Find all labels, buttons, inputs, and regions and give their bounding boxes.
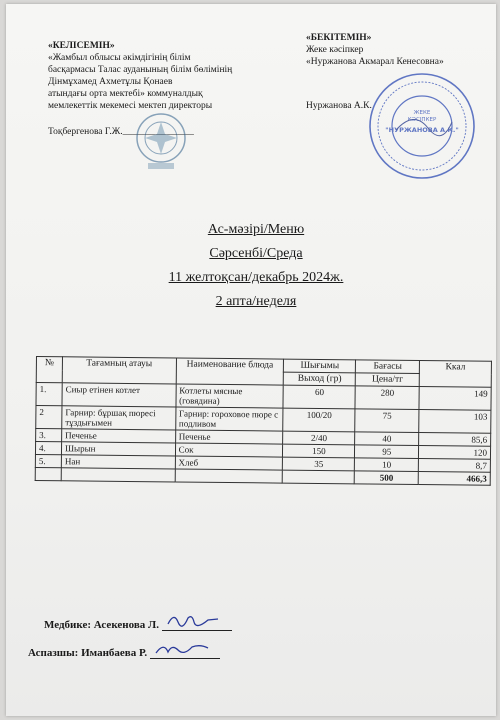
cell-name-kz: Сиыр етінен котлет [62, 383, 176, 407]
cell-kcal: 149 [419, 387, 491, 411]
handwritten-signature-icon [152, 638, 212, 658]
cell-num: 4. [35, 442, 61, 455]
medic-label: Медбике: [44, 619, 91, 631]
document-page [6, 4, 496, 716]
cell-name-ru: Печенье [175, 430, 283, 444]
approved-line: «Нуржанова Акмарал Кенесовна» [306, 57, 444, 67]
cell-yield: 60 [283, 385, 355, 409]
cell-name-ru: Хлеб [175, 456, 283, 470]
medic-signature-row [44, 618, 232, 631]
cell-empty [175, 469, 283, 483]
agreed-heading: «КЕЛІСЕМІН» [48, 41, 115, 51]
menu-table [35, 356, 492, 486]
cell-name-ru: Гарнир: гороховое пюре с подливом [175, 407, 283, 431]
menu-date: 11 желтоқсан/декабрь 2024ж. [168, 270, 344, 285]
cell-price: 95 [355, 445, 419, 459]
cell-yield: 150 [283, 444, 355, 458]
cell-name-ru: Сок [175, 443, 283, 457]
emblem-seal-icon [134, 108, 188, 174]
cell-kcal: 8,7 [418, 459, 490, 473]
cell-num: 5. [35, 454, 61, 467]
stamp-text: ЖЕКЕ [413, 110, 431, 116]
approved-heading: «БЕКІТЕМІН» [306, 33, 372, 43]
cell-name-kz: Нан [61, 455, 175, 469]
cell-name-ru: Котлеты мясные (говядина) [176, 384, 284, 408]
menu-day: Сәрсенбі/Среда [209, 246, 303, 261]
cell-empty [61, 468, 175, 482]
cell-num: 2 [36, 406, 62, 429]
cell-price: 75 [355, 409, 419, 433]
header-kcal: Ккал [419, 361, 491, 388]
cook-signature-row [28, 646, 220, 659]
cook-label: Аспазшы: [28, 647, 79, 659]
cell-price: 10 [355, 458, 419, 472]
agreed-line: мемлекеттік мекемесі мектеп директоры [48, 101, 213, 111]
menu-title: Ас-мәзірі/Меню [207, 222, 305, 237]
cook-name: Иманбаева Р. [81, 647, 148, 659]
cell-name-kz: Печенье [62, 429, 176, 443]
header-yield-ru: Выход (гр) [284, 372, 356, 386]
stamp-text: КӘСІПКЕР [407, 117, 437, 123]
handwritten-signature-icon [164, 610, 224, 630]
medic-signature-line [162, 618, 232, 631]
cell-kcal: 103 [419, 410, 491, 434]
agreed-signer: Тоқбергенова Г.Ж._______________ [48, 127, 194, 137]
cell-empty [35, 467, 61, 480]
cell-kcal: 85,6 [419, 433, 491, 447]
cell-num: 3. [36, 429, 62, 442]
cell-price: 40 [355, 432, 419, 446]
header-price-kz: Бағасы [356, 360, 420, 374]
header-name-ru: Наименование блюда [176, 358, 284, 385]
approved-signer: Нуржанова А.К. [306, 101, 372, 111]
round-stamp-icon [366, 70, 478, 182]
header-yield-kz: Шығымы [284, 359, 356, 373]
approved-line: Жеке кәсіпкер [306, 45, 364, 55]
stamp-text: "НУРЖАНОВА А.К." [385, 126, 459, 134]
agreed-line: Дінмұхамед Ахметұлы Қонаев [48, 77, 173, 87]
agreed-line: «Жамбыл облысы әкімдігінің білім [48, 53, 191, 63]
total-kcal: 466,3 [418, 472, 490, 486]
table-header-row [36, 357, 491, 375]
menu-title-block [6, 218, 500, 314]
cell-empty [283, 470, 355, 484]
cook-signature-line [150, 646, 220, 659]
cell-name-kz: Гарнир: бұршақ пюресі тұздығымен [62, 406, 176, 430]
header-price-ru: Цена/тг [356, 373, 420, 387]
cell-yield: 2/40 [283, 431, 355, 445]
cell-yield: 35 [283, 457, 355, 471]
header-name-kz: Тағамның атауы [62, 357, 176, 384]
cell-price: 280 [355, 386, 419, 410]
agreed-line: басқармасы Талас ауданының білім бөлімінің [48, 65, 233, 75]
menu-week: 2 апта/неделя [215, 294, 297, 309]
header-num: № [36, 357, 62, 383]
agreed-line: атындағы орта мектебі» коммуналдық [48, 89, 203, 99]
total-price: 500 [355, 471, 419, 485]
cell-yield: 100/20 [283, 408, 355, 432]
cell-name-kz: Шырын [61, 442, 175, 456]
cell-num: 1. [36, 383, 62, 406]
cell-kcal: 120 [419, 446, 491, 460]
medic-name: Асекенова Л. [93, 619, 159, 631]
